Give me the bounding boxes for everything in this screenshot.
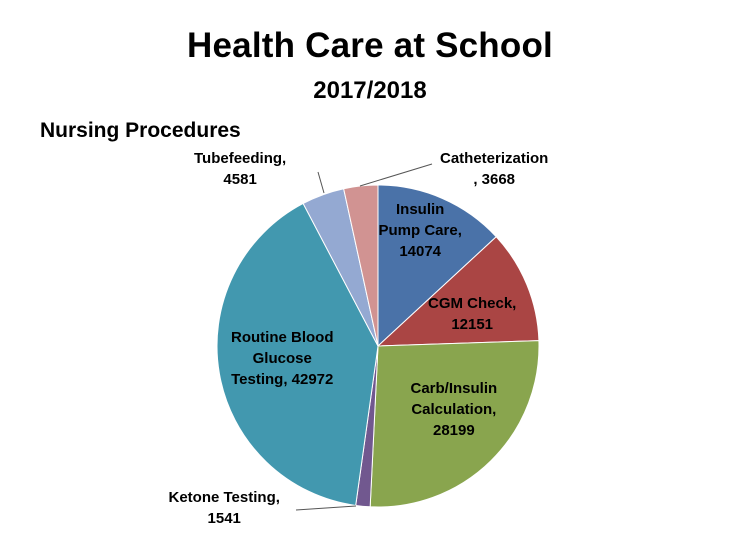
data-label-ketone-testing: Ketone Testing, 1541 <box>168 489 280 527</box>
data-label-carb-insulin-calculation: Carb/Insulin Calculation, 28199 <box>410 380 498 439</box>
chart-title: Health Care at School <box>187 26 553 65</box>
section-label: Nursing Procedures <box>40 119 241 142</box>
chart-subtitle: 2017/2018 <box>313 77 427 104</box>
data-label-cgm-check: CGM Check, 12151 <box>428 295 517 333</box>
leader-line-ketone-testing <box>296 506 356 510</box>
leader-line-tubefeeding <box>318 172 324 193</box>
data-label-routine-blood-glucose-testing: Routine Blood Glucose Testing, 42972 <box>231 329 334 388</box>
leader-line-catheterization <box>360 164 432 186</box>
data-label-tubefeeding: Tubefeeding, 4581 <box>194 150 287 188</box>
data-label-insulin-pump-care: Insulin Pump Care, 14074 <box>378 201 462 260</box>
data-label-catheterization: Catheterization , 3668 <box>440 150 549 188</box>
